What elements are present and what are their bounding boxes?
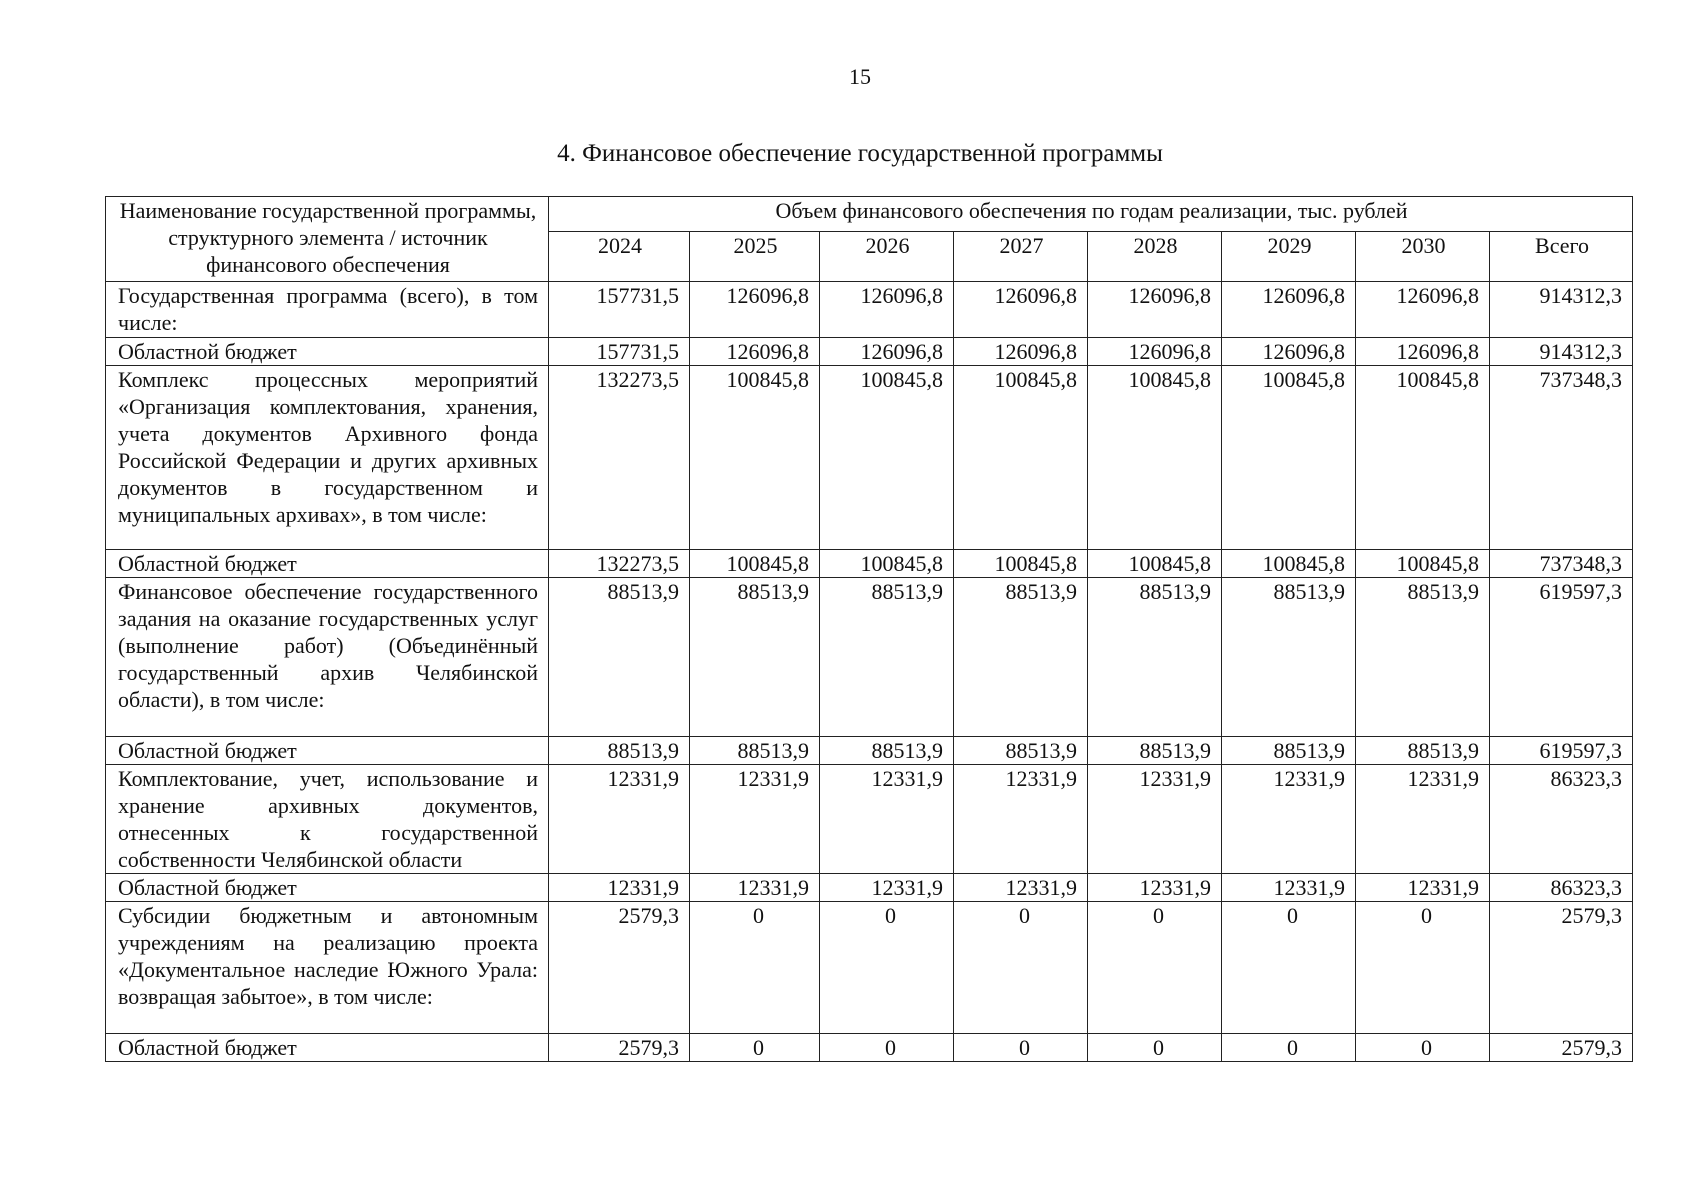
year-header: 2029 [1222, 232, 1356, 282]
funding-source-label: Областной бюджет [106, 338, 549, 366]
year-value-cell: 126096,8 [1356, 338, 1490, 366]
total-value-cell: 2579,3 [1490, 1034, 1633, 1062]
total-value-cell: 86323,3 [1490, 874, 1633, 902]
table-header [106, 197, 1633, 282]
program-element-name: Финансовое обеспечение государственного задания на оказание государственных услуг (выполнение работ) (Объединённый государственный архив Челябинской области), в том числе: [106, 578, 549, 737]
total-value-cell: 737348,3 [1490, 550, 1633, 578]
year-value-cell: 0 [820, 1034, 954, 1062]
program-element-row [106, 902, 1633, 1034]
year-value-cell: 2579,3 [549, 1034, 690, 1062]
year-value-cell: 0 [1356, 1034, 1490, 1062]
year-value-cell: 88513,9 [690, 578, 820, 737]
year-value-cell: 12331,9 [954, 874, 1088, 902]
year-value-cell: 88513,9 [820, 578, 954, 737]
total-value-cell: 619597,3 [1490, 737, 1633, 765]
year-value-cell: 12331,9 [954, 765, 1088, 874]
year-value-cell: 0 [690, 1034, 820, 1062]
year-value-cell: 100845,8 [1356, 550, 1490, 578]
year-value-cell: 12331,9 [820, 874, 954, 902]
total-value-cell: 737348,3 [1490, 366, 1633, 550]
year-header: 2026 [820, 232, 954, 282]
year-value-cell: 2579,3 [549, 902, 690, 1034]
year-value-cell: 12331,9 [1088, 765, 1222, 874]
year-header: 2024 [549, 232, 690, 282]
year-value-cell: 12331,9 [1222, 874, 1356, 902]
document-title: 4. Финансовое обеспечение государственной программы [557, 140, 1163, 167]
year-value-cell: 0 [1088, 1034, 1222, 1062]
program-element-name: Субсидии бюджетным и автономным учреждениям на реализацию проекта «Документальное наследие Южного Урала: возвращая забытое», в том числе: [106, 902, 549, 1034]
year-value-cell: 100845,8 [1088, 366, 1222, 550]
year-value-cell: 132273,5 [549, 550, 690, 578]
year-value-cell: 126096,8 [820, 282, 954, 338]
year-value-cell: 88513,9 [954, 578, 1088, 737]
year-value-cell: 88513,9 [1088, 578, 1222, 737]
table-body [106, 282, 1633, 1062]
year-value-cell: 12331,9 [1356, 874, 1490, 902]
source-row [106, 874, 1633, 902]
year-value-cell: 100845,8 [690, 366, 820, 550]
year-value-cell: 88513,9 [1222, 737, 1356, 765]
year-value-cell: 0 [954, 1034, 1088, 1062]
year-value-cell: 100845,8 [820, 366, 954, 550]
year-value-cell: 157731,5 [549, 282, 690, 338]
program-element-row [106, 282, 1633, 338]
year-value-cell: 0 [1088, 902, 1222, 1034]
financing-table [105, 196, 1633, 1062]
year-value-cell: 88513,9 [1088, 737, 1222, 765]
year-value-cell: 157731,5 [549, 338, 690, 366]
funding-source-label: Областной бюджет [106, 550, 549, 578]
source-row [106, 550, 1633, 578]
year-value-cell: 126096,8 [690, 282, 820, 338]
year-value-cell: 88513,9 [549, 578, 690, 737]
year-value-cell: 126096,8 [820, 338, 954, 366]
year-header: 2030 [1356, 232, 1490, 282]
program-element-name: Государственная программа (всего), в том числе: [106, 282, 549, 338]
year-value-cell: 126096,8 [954, 282, 1088, 338]
year-value-cell: 0 [1222, 1034, 1356, 1062]
year-value-cell: 100845,8 [1222, 366, 1356, 550]
program-element-row [106, 366, 1633, 550]
year-value-cell: 88513,9 [1356, 737, 1490, 765]
year-value-cell: 126096,8 [690, 338, 820, 366]
year-value-cell: 88513,9 [820, 737, 954, 765]
year-value-cell: 100845,8 [1222, 550, 1356, 578]
program-element-row [106, 765, 1633, 874]
year-value-cell: 12331,9 [690, 874, 820, 902]
funding-source-label: Областной бюджет [106, 1034, 549, 1062]
year-value-cell: 0 [1222, 902, 1356, 1034]
program-element-name: Комплектование, учет, использование и хранение архивных документов, отнесенных к государственной собственности Челябинской области [106, 765, 549, 874]
year-value-cell: 88513,9 [549, 737, 690, 765]
year-value-cell: 12331,9 [1356, 765, 1490, 874]
funding-source-label: Областной бюджет [106, 874, 549, 902]
year-header: 2028 [1088, 232, 1222, 282]
year-value-cell: 100845,8 [1356, 366, 1490, 550]
year-value-cell: 100845,8 [690, 550, 820, 578]
year-value-cell: 0 [690, 902, 820, 1034]
year-value-cell: 126096,8 [1088, 338, 1222, 366]
source-row [106, 338, 1633, 366]
year-value-cell: 0 [820, 902, 954, 1034]
total-value-cell: 2579,3 [1490, 902, 1633, 1034]
year-header: 2027 [954, 232, 1088, 282]
year-value-cell: 100845,8 [820, 550, 954, 578]
year-value-cell: 12331,9 [1222, 765, 1356, 874]
year-value-cell: 88513,9 [690, 737, 820, 765]
year-value-cell: 12331,9 [820, 765, 954, 874]
year-header: 2025 [690, 232, 820, 282]
year-value-cell: 0 [954, 902, 1088, 1034]
total-header: Всего [1490, 232, 1633, 282]
year-value-cell: 126096,8 [1356, 282, 1490, 338]
year-value-cell: 100845,8 [954, 550, 1088, 578]
year-value-cell: 12331,9 [1088, 874, 1222, 902]
total-value-cell: 914312,3 [1490, 338, 1633, 366]
program-element-name: Комплекс процессных мероприятий «Организация комплектования, хранения, учета документов Архивного фонда Российской Федерации и других архивных документов в государственном и муниципальных архивах», в том числе: [106, 366, 549, 550]
source-row [106, 1034, 1633, 1062]
year-value-cell: 88513,9 [1222, 578, 1356, 737]
year-value-cell: 100845,8 [954, 366, 1088, 550]
year-value-cell: 12331,9 [690, 765, 820, 874]
source-row [106, 737, 1633, 765]
total-value-cell: 86323,3 [1490, 765, 1633, 874]
funding-source-label: Областной бюджет [106, 737, 549, 765]
funding-group-header: Объем финансового обеспечения по годам реализации, тыс. рублей [549, 197, 1633, 232]
year-value-cell: 132273,5 [549, 366, 690, 550]
total-value-cell: 914312,3 [1490, 282, 1633, 338]
total-value-cell: 619597,3 [1490, 578, 1633, 737]
year-value-cell: 126096,8 [1222, 338, 1356, 366]
year-value-cell: 126096,8 [954, 338, 1088, 366]
year-value-cell: 12331,9 [549, 765, 690, 874]
year-value-cell: 12331,9 [549, 874, 690, 902]
program-element-row [106, 578, 1633, 737]
year-value-cell: 100845,8 [1088, 550, 1222, 578]
year-value-cell: 126096,8 [1222, 282, 1356, 338]
year-value-cell: 88513,9 [1356, 578, 1490, 737]
year-value-cell: 0 [1356, 902, 1490, 1034]
year-value-cell: 88513,9 [954, 737, 1088, 765]
year-value-cell: 126096,8 [1088, 282, 1222, 338]
page-number: 15 [849, 64, 871, 89]
name-column-header: Наименование государственной программы, структурного элемента / источник финансового обеспечения [106, 197, 549, 282]
